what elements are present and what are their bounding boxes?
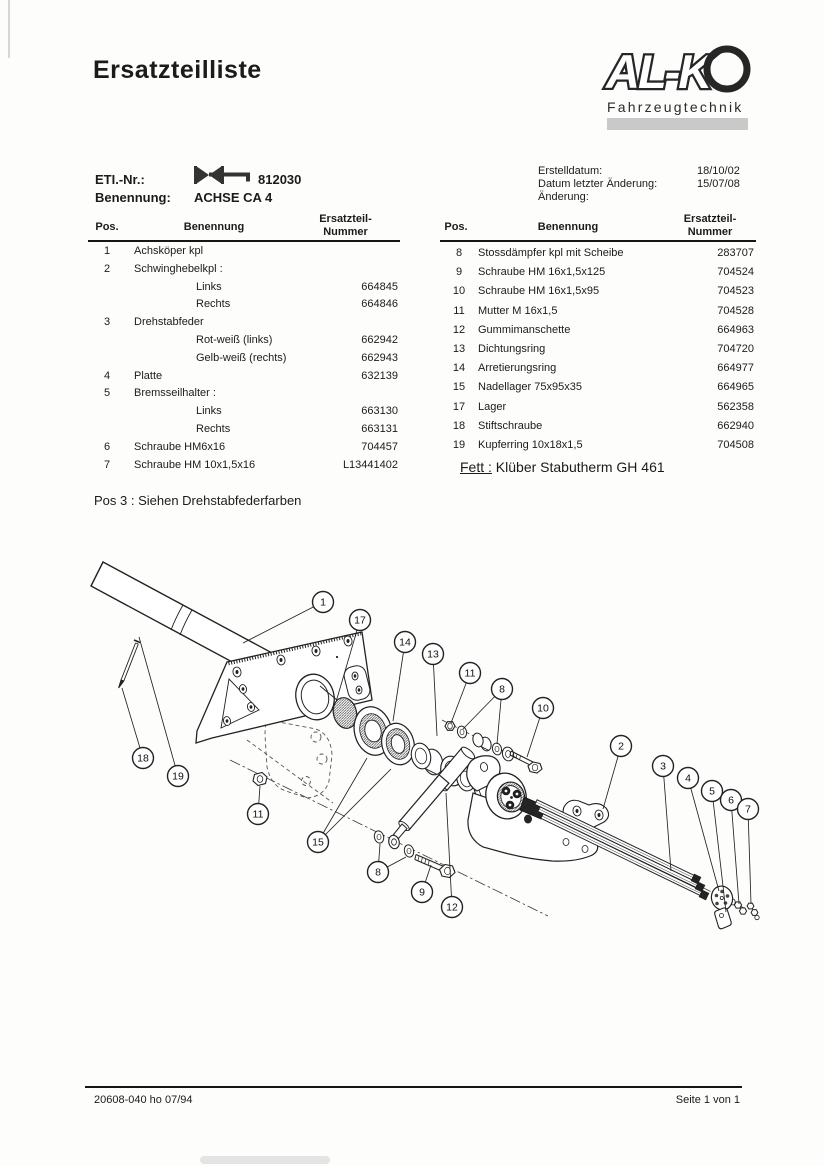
callout-3	[653, 756, 674, 777]
table-row: 8 Stossdämpfer kpl mit Scheibe 283707	[455, 247, 754, 259]
svg-text:13: 13	[427, 648, 439, 661]
table-row: 4 Platte 632139	[103, 369, 398, 382]
table-row: Links 663130	[196, 405, 398, 418]
table-row: Links 664845	[196, 280, 398, 293]
callout-12	[442, 897, 463, 918]
svg-text:5: 5	[709, 785, 715, 798]
svg-text:12: 12	[446, 901, 458, 914]
callout-11-top	[460, 663, 481, 684]
svg-text:8: 8	[375, 866, 381, 879]
callout-4	[678, 768, 699, 789]
left-header-number2: Nummer	[323, 226, 368, 238]
callout-17	[350, 610, 371, 631]
stud-bolt	[119, 640, 140, 688]
callout-14	[395, 632, 416, 653]
logo-subtitle: Fahrzeugtechnik	[607, 99, 744, 115]
right-header-pos: Pos.	[444, 221, 468, 233]
table-row: Rechts 663131	[196, 422, 398, 435]
created-value: 18/10/02	[697, 165, 740, 177]
callout-9	[412, 882, 433, 903]
adjust-bolt	[510, 751, 542, 773]
svg-text:9: 9	[419, 886, 425, 899]
callout-8-bottom	[368, 862, 389, 883]
callout-13	[423, 644, 444, 665]
footer-rule	[85, 1086, 742, 1088]
right-header-number1: Ersatzteil-	[683, 213, 737, 225]
exploded-axle-diagram	[0, 560, 824, 980]
svg-text:1: 1	[320, 596, 326, 609]
axle-symbol-icon	[194, 164, 252, 186]
svg-text:4: 4	[685, 772, 691, 785]
table-row: Rot-weiß (links) 662942	[196, 333, 398, 346]
left-header-pos: Pos.	[95, 221, 119, 233]
table-row: 11 Mutter M 16x1,5 704528	[453, 304, 754, 317]
table-row: 15 Nadellager 75x95x35 664965	[452, 381, 754, 394]
svg-text:11: 11	[464, 667, 476, 680]
left-header-name: Benennung	[183, 221, 245, 233]
table-row: 5 Bremsseilhalter :	[103, 387, 216, 400]
callout-15	[308, 832, 329, 853]
callout-5	[702, 781, 723, 802]
right-parts-table	[440, 244, 756, 455]
grease-note	[460, 459, 665, 475]
grease-note-value: Klüber Stabutherm GH 461	[491, 459, 665, 475]
page-title: Ersatzteilliste	[93, 56, 262, 84]
table-row: Gelb-weiß (rechts) 662943	[196, 351, 398, 364]
table-row: 1 Achsköper kpl	[103, 245, 204, 257]
changed-label: Datum letzter Änderung:	[538, 178, 658, 190]
svg-text:11: 11	[252, 808, 264, 821]
callout-11-bottom	[248, 804, 269, 825]
logo-gray-bar	[607, 118, 748, 130]
table-row: 6 Schraube HM6x16 704457	[103, 440, 398, 453]
benennung-value: ACHSE CA 4	[194, 190, 273, 205]
svg-text:18: 18	[137, 752, 149, 765]
table-row: 10 Schraube HM 16x1,5x95 704523	[452, 285, 754, 298]
eti-value: 812030	[258, 172, 302, 187]
callout-2	[611, 736, 632, 757]
right-header-number2: Nummer	[687, 226, 733, 238]
footer-doc-code: 20608-040 ho 07/94	[94, 1094, 193, 1106]
damper-bolt-and-nut	[253, 773, 455, 878]
table-row: 19 Kupferring 10x18x1,5 704508	[452, 438, 754, 451]
table-row: 17 Lager 562358	[452, 400, 754, 413]
callout-8-top	[492, 679, 513, 700]
table-row: 9 Schraube HM 16x1,5x125 704524	[455, 266, 754, 279]
svg-text:3: 3	[660, 760, 666, 773]
svg-text:10: 10	[537, 702, 549, 715]
created-label: Erstelldatum:	[538, 165, 603, 177]
callout-7	[738, 799, 759, 820]
scan-artifact-smudge	[200, 1156, 330, 1164]
table-row: 12 Gummimanschette 664963	[452, 323, 754, 336]
alko-logo	[598, 33, 778, 133]
table-row: Rechts 664846	[196, 298, 398, 311]
pos3-note: Pos 3 : Siehen Drehstabfederfarben	[94, 493, 302, 508]
callout-18	[133, 748, 154, 769]
grease-note-label: Fett :	[460, 459, 492, 475]
table-row: 13 Dichtungsring 704720	[452, 342, 754, 355]
eti-label: ETI.-Nr.:	[95, 172, 145, 187]
left-parts-table	[88, 243, 400, 474]
right-header-name: Benennung	[537, 221, 599, 233]
end-hardware	[709, 884, 759, 929]
svg-text:15: 15	[312, 836, 324, 849]
right-header-rule	[440, 240, 756, 242]
logo-wordmark: AL-K	[606, 45, 711, 98]
scan-artifact-line	[8, 0, 10, 58]
benennung-label: Benennung:	[95, 190, 171, 205]
footer-page-number: Seite 1 von 1	[675, 1094, 740, 1106]
svg-text:8: 8	[499, 683, 505, 696]
svg-text:19: 19	[172, 770, 184, 783]
table-row: 14 Arretierungsring 664977	[452, 362, 754, 375]
table-row: 18 Stiftschraube 662940	[452, 419, 754, 432]
callout-19	[168, 766, 189, 787]
svg-text:14: 14	[399, 636, 411, 649]
changed-value: 15/07/08	[697, 178, 740, 190]
callout-10	[533, 698, 554, 719]
left-header-number1: Ersatzteil-	[319, 213, 372, 225]
table-row: 3 Drehstabfeder	[103, 316, 204, 329]
logo-o-circle	[707, 49, 747, 89]
table-row: 2 Schwinghebelkpl :	[103, 262, 223, 275]
table-row: 7 Schraube HM 10x1,5x16 L13441402	[103, 458, 398, 471]
change-label: Änderung:	[538, 191, 589, 203]
svg-text:17: 17	[354, 614, 366, 627]
svg-text:6: 6	[728, 794, 734, 807]
callout-1	[313, 592, 334, 613]
svg-text:2: 2	[618, 740, 624, 753]
svg-text:7: 7	[745, 803, 751, 816]
